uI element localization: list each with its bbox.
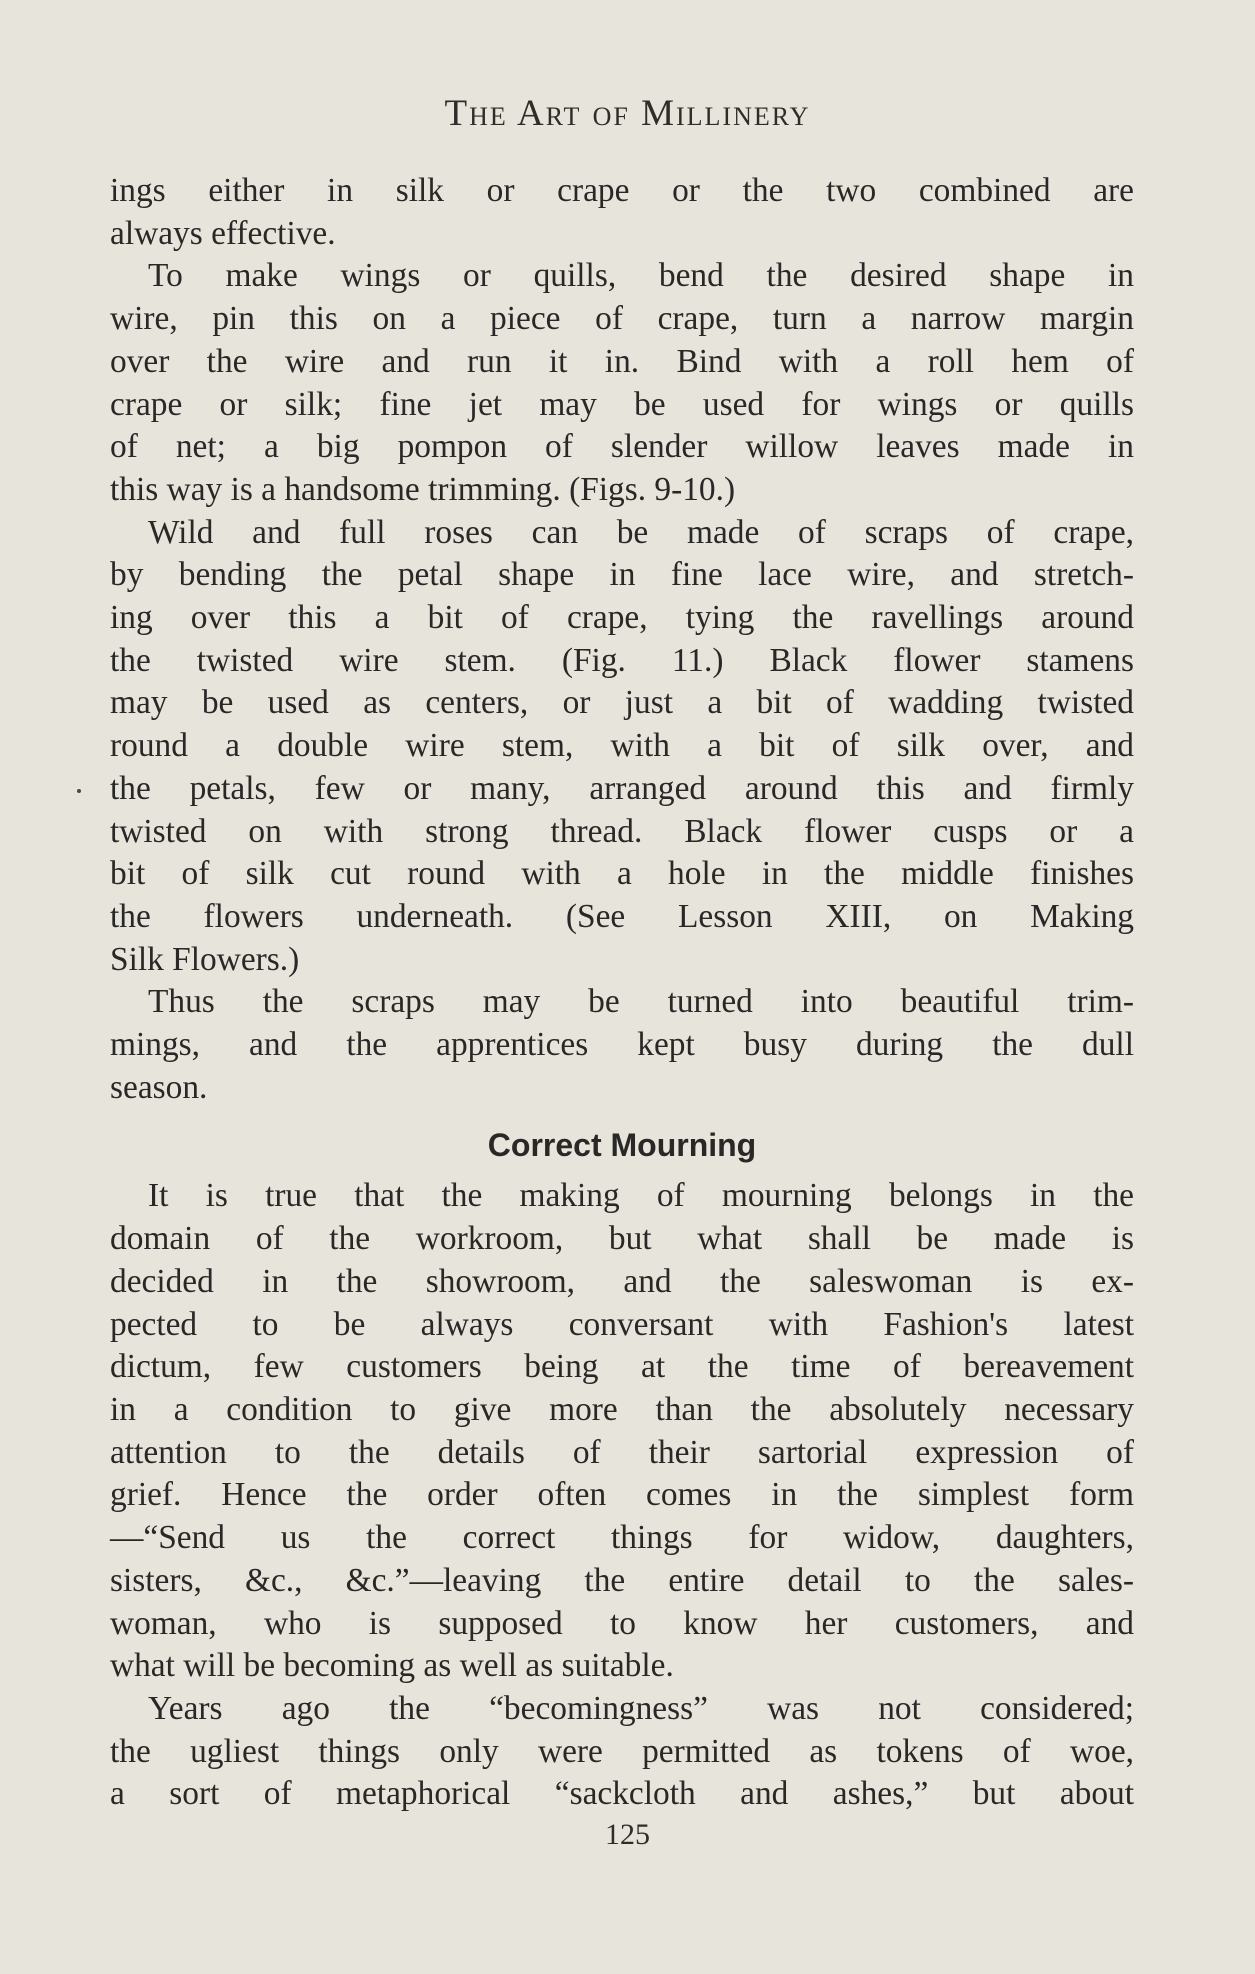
running-head: The Art of Millinery — [444, 93, 811, 134]
text-line: dictum, few customers being at the time of bereavement — [110, 1348, 1134, 1386]
text-line: of net; a big pompon of slender willow leaves made in — [110, 428, 1134, 466]
text-line: a sort of metaphorical “sackcloth and ashes,” but about — [110, 1775, 1134, 1813]
text-line: attention to the details of their sartorial expression of — [110, 1433, 1134, 1471]
text-line: the flowers underneath. (See Lesson XIII, on Making — [110, 897, 1134, 935]
text-line: twisted on with strong thread. Black flower cusps or a — [110, 812, 1134, 850]
text-line: domain of the workroom, but what shall be made is — [110, 1220, 1134, 1258]
text-line: by bending the petal shape in fine lace wire, and stretch- — [110, 556, 1134, 594]
text-line: crape or silk; fine jet may be used for wings or quills — [110, 385, 1134, 423]
text-line: To make wings or quills, bend the desired shape in — [148, 257, 1134, 295]
text-line: Years ago the “becomingness” was not considered; — [148, 1689, 1134, 1727]
text-line: season. — [110, 1068, 208, 1106]
text-line: the ugliest things only were permitted as tokens of woe, — [110, 1732, 1134, 1770]
text-line: mings, and the apprentices kept busy during the dull — [110, 1026, 1134, 1064]
text-line: always effective. — [110, 214, 336, 252]
text-line: the petals, few or many, arranged around this and firmly — [110, 769, 1134, 807]
text-line: the twisted wire stem. (Fig. 11.) Black flower stamens — [110, 641, 1134, 679]
text-line: Thus the scraps may be turned into beautiful trim- — [148, 983, 1134, 1021]
text-line: round a double wire stem, with a bit of silk over, and — [110, 727, 1134, 765]
text-line: pected to be always conversant with Fashion's latest — [110, 1305, 1134, 1343]
text-line: woman, who is supposed to know her customers, and — [110, 1604, 1134, 1642]
text-line: ings either in silk or crape or the two combined are — [110, 172, 1134, 209]
section-heading: Correct Mourning — [487, 1127, 757, 1164]
page-number: 125 — [605, 1818, 650, 1851]
text-line: may be used as centers, or just a bit of wadding twisted — [110, 684, 1134, 722]
text-line: decided in the showroom, and the saleswoman is ex- — [110, 1262, 1134, 1300]
text-line: Wild and full roses can be made of scraps of crape, — [148, 513, 1134, 551]
text-line: this way is a handsome trimming. (Figs. 9-10.) — [110, 470, 736, 508]
text-line: in a condition to give more than the absolutely necessary — [110, 1390, 1134, 1428]
body-text — [110, 170, 1134, 1816]
margin-speck — [77, 789, 81, 793]
text-line: wire, pin this on a piece of crape, turn a narrow margin — [110, 300, 1134, 338]
text-line: bit of silk cut round with a hole in the middle finishes — [110, 855, 1134, 893]
text-line: what will be becoming as well as suitable. — [110, 1647, 674, 1685]
text-line: —“Send us the correct things for widow, daughters, — [110, 1519, 1134, 1557]
text-line: over the wire and run it in. Bind with a roll hem of — [110, 342, 1134, 380]
text-line: It is true that the making of mourning belongs in the — [148, 1177, 1134, 1215]
text-line: Silk Flowers.) — [110, 940, 300, 978]
text-line: grief. Hence the order often comes in the simplest form — [110, 1476, 1134, 1514]
text-line: sisters, &c., &c.”—leaving the entire detail to the sales- — [110, 1561, 1134, 1599]
text-line: ing over this a bit of crape, tying the ravellings around — [110, 599, 1134, 637]
